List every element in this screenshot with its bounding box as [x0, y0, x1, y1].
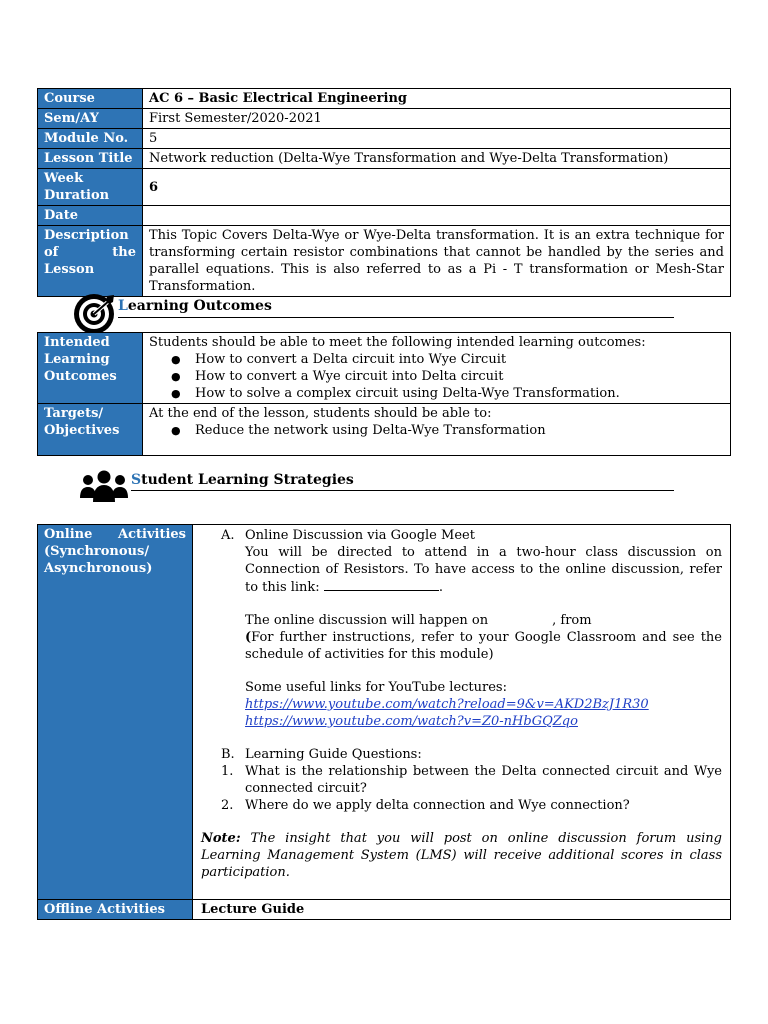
description-value: This Topic Covers Delta-Wye or Wye-Delta transformation. It is an extra technique for transforming certain resistor combinations that cannot be handled by the series and parallel equations. This is also referred to as a Pi - T transformation or Mesh-Star Transformation.: [143, 226, 731, 297]
targets-list: [149, 422, 724, 439]
targets-content: [143, 404, 731, 456]
links-intro: Some useful links for YouTube lectures:: [245, 680, 507, 695]
course-info-table: [37, 88, 731, 297]
learning-outcomes-rule: [118, 317, 674, 318]
week-row: [38, 169, 731, 206]
lesson-value: Network reduction (Delta-Wye Transformation and Wye-Delta Transformation): [143, 149, 731, 169]
ilo-label: Intended Learning Outcomes: [38, 333, 143, 404]
link-blank[interactable]: [324, 578, 439, 591]
activity-b-marker: B.: [221, 747, 235, 762]
further-instructions: (For further instructions, refer to your Google Classroom and see the schedule of activities for this module): [245, 630, 722, 662]
activity-a-marker: A.: [221, 528, 235, 543]
ilo-list: [149, 351, 724, 402]
week-label: Week Duration: [38, 169, 143, 206]
module-value: 5: [143, 129, 731, 149]
note-text: Note: The insight that you will post on online discussion forum using Learning Management System (LMS) will receive additional scores in class participation.: [201, 831, 722, 880]
ilo-content: [143, 333, 731, 404]
online-label: Online Activities (Synchronous/ Asynchronous): [38, 525, 193, 900]
list-item: ● How to solve a complex circuit using Delta-Wye Transformation.: [149, 385, 724, 402]
activity-a-title: Online Discussion via Google Meet: [245, 528, 475, 543]
offline-value: Lecture Guide: [193, 900, 731, 920]
schedule-text: The online discussion will happen on , from: [245, 613, 592, 628]
module-label: Module No.: [38, 129, 143, 149]
ilo-row: [38, 333, 731, 404]
strategies-title: Student Learning Strategies: [131, 472, 354, 488]
list-item: ● Reduce the network using Delta-Wye Transformation: [149, 422, 724, 439]
strategies-table: [37, 524, 731, 920]
activity-b: [201, 746, 722, 763]
description-row: [38, 226, 731, 297]
date-value: [143, 206, 731, 226]
offline-label: Offline Activities: [38, 900, 193, 920]
lesson-row: [38, 149, 731, 169]
sem-label: Sem/AY: [38, 109, 143, 129]
targets-intro: At the end of the lesson, students should be able to:: [149, 406, 492, 421]
course-value: AC 6 – Basic Electrical Engineering: [143, 89, 731, 109]
online-row: [38, 525, 731, 900]
activity-b-title: Learning Guide Questions:: [245, 747, 422, 762]
lesson-label: Lesson Title: [38, 149, 143, 169]
description-label: Description of the Lesson: [38, 226, 143, 297]
group-icon: [78, 466, 130, 514]
targets-label: Targets/ Objectives: [38, 404, 143, 456]
course-row: [38, 89, 731, 109]
course-label: Course: [38, 89, 143, 109]
learning-outcomes-title: Learning Outcomes: [118, 298, 272, 314]
activity-a-text: You will be directed to attend in a two-hour class discussion on Connection of Resistors. To have access to the online discussion, refer to this link: .: [245, 545, 722, 595]
date-row: [38, 206, 731, 226]
strategies-rule: [131, 490, 674, 491]
youtube-link-2[interactable]: https://www.youtube.com/watch?v=Z0-nHbGQZqo: [245, 714, 578, 729]
question-item: 1. What is the relationship between the Delta connected circuit and Wye connected circuit?: [221, 764, 722, 796]
module-row: [38, 129, 731, 149]
sem-value: First Semester/2020-2021: [143, 109, 731, 129]
question-item: 2. Where do we apply delta connection and Wye connection?: [221, 798, 630, 813]
online-content: [193, 525, 731, 900]
offline-row: [38, 900, 731, 920]
list-item: ● How to convert a Delta circuit into Wye Circuit: [149, 351, 724, 368]
learning-outcomes-table: [37, 332, 731, 456]
youtube-link-1[interactable]: https://www.youtube.com/watch?reload=9&v=AKD2BzJ1R30: [245, 697, 649, 712]
ilo-intro: Students should be able to meet the following intended learning outcomes:: [149, 335, 646, 350]
sem-row: [38, 109, 731, 129]
date-label: Date: [38, 206, 143, 226]
week-value: 6: [143, 169, 731, 206]
list-item: ● How to convert a Wye circuit into Delta circuit: [149, 368, 724, 385]
targets-row: [38, 404, 731, 456]
activity-a: [201, 527, 722, 730]
